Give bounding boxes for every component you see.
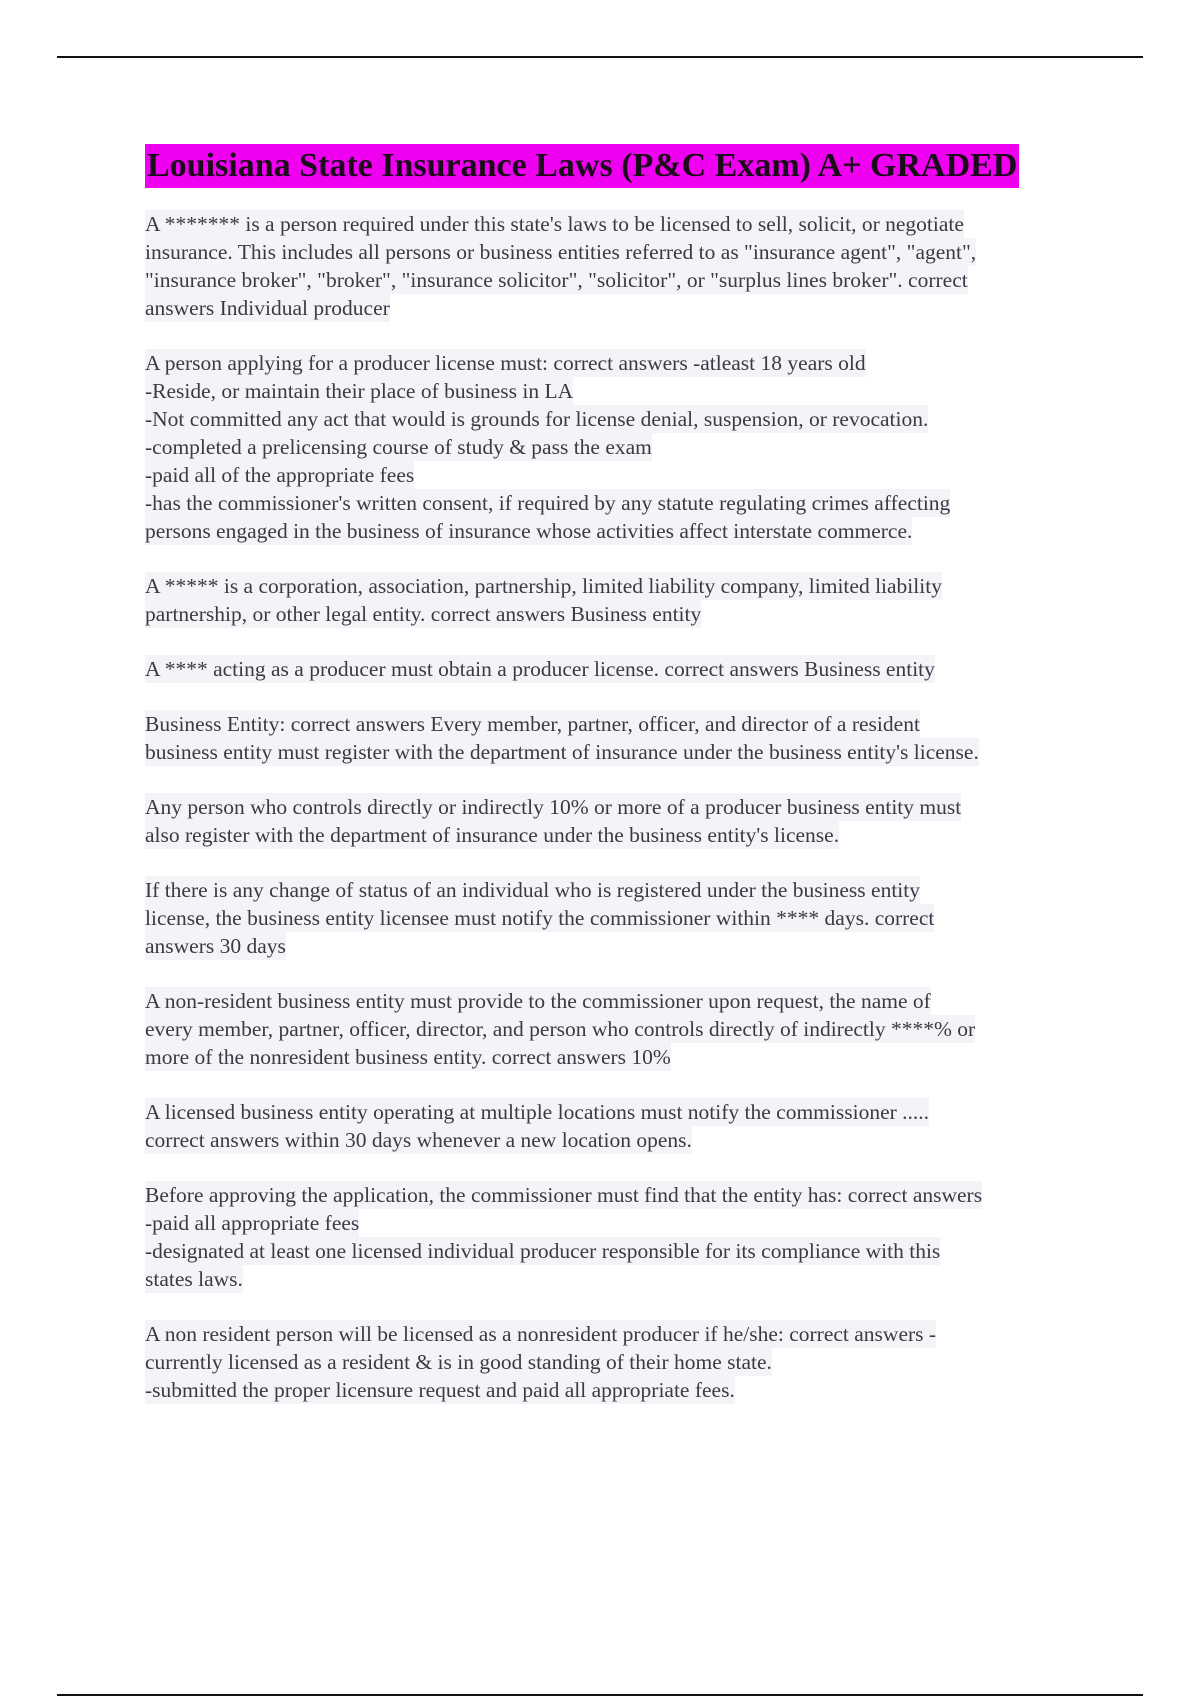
qa-line-wrap xyxy=(145,710,1090,738)
qa-item xyxy=(145,572,1090,628)
qa-line-wrap xyxy=(145,461,1090,489)
qa-line-wrap xyxy=(145,1265,1090,1293)
qa-line: states laws. xyxy=(145,1267,243,1291)
qa-item xyxy=(145,655,1090,683)
qa-line: A **** acting as a producer must obtain a producer license. correct answers Business entity xyxy=(145,657,935,681)
qa-line-wrap xyxy=(145,1098,1090,1126)
qa-line-wrap xyxy=(145,738,1090,766)
qa-line: answers 30 days xyxy=(145,934,286,958)
qa-line: If there is any change of status of an individual who is registered under the business entity xyxy=(145,878,920,902)
qa-line: business entity must register with the department of insurance under the business entity's license. xyxy=(145,740,979,764)
qa-list xyxy=(145,210,1090,1404)
qa-line-wrap xyxy=(145,1209,1090,1237)
qa-line-wrap xyxy=(145,793,1090,821)
qa-line-wrap xyxy=(145,294,1090,322)
qa-line: -completed a prelicensing course of study & pass the exam xyxy=(145,435,652,459)
qa-line: correct answers within 30 days whenever a new location opens. xyxy=(145,1128,692,1152)
qa-line-wrap xyxy=(145,1015,1090,1043)
qa-line-wrap xyxy=(145,932,1090,960)
qa-item xyxy=(145,1320,1090,1404)
qa-line-wrap xyxy=(145,266,1090,294)
footer-rule xyxy=(57,1694,1143,1696)
qa-item xyxy=(145,349,1090,545)
qa-line-wrap xyxy=(145,1181,1090,1209)
qa-line: -paid all of the appropriate fees xyxy=(145,463,415,487)
header-rule xyxy=(57,56,1143,58)
qa-line-wrap xyxy=(145,987,1090,1015)
qa-line-wrap xyxy=(145,489,1090,517)
qa-line-wrap xyxy=(145,1376,1090,1404)
qa-line: every member, partner, officer, director, and person who controls directly of indirectly ****% or xyxy=(145,1017,976,1041)
qa-line-wrap xyxy=(145,517,1090,545)
qa-item xyxy=(145,210,1090,322)
qa-line-wrap xyxy=(145,1348,1090,1376)
qa-line-wrap xyxy=(145,1320,1090,1348)
qa-line-wrap xyxy=(145,1043,1090,1071)
qa-line: license, the business entity licensee must notify the commissioner within **** days. correct xyxy=(145,906,935,930)
qa-line: -designated at least one licensed individual producer responsible for its compliance with this xyxy=(145,1239,941,1263)
qa-line-wrap xyxy=(145,1237,1090,1265)
qa-line: -submitted the proper licensure request and paid all appropriate fees. xyxy=(145,1378,735,1402)
qa-line: -Not committed any act that would is grounds for license denial, suspension, or revocation. xyxy=(145,407,929,431)
qa-line-wrap xyxy=(145,876,1090,904)
qa-item xyxy=(145,987,1090,1071)
qa-line: Business Entity: correct answers Every member, partner, officer, and director of a resident xyxy=(145,712,920,736)
qa-line-wrap xyxy=(145,405,1090,433)
qa-item xyxy=(145,710,1090,766)
qa-line-wrap xyxy=(145,210,1090,238)
qa-line: also register with the department of insurance under the business entity's license. xyxy=(145,823,840,847)
qa-line: A ***** is a corporation, association, partnership, limited liability company, limited liability xyxy=(145,574,942,598)
qa-item xyxy=(145,793,1090,849)
qa-line: currently licensed as a resident & is in good standing of their home state. xyxy=(145,1350,772,1374)
qa-line: more of the nonresident business entity. correct answers 10% xyxy=(145,1045,671,1069)
qa-line-wrap xyxy=(145,377,1090,405)
qa-line: persons engaged in the business of insurance whose activities affect interstate commerce. xyxy=(145,519,913,543)
qa-line: A licensed business entity operating at multiple locations must notify the commissioner ..... xyxy=(145,1100,930,1124)
qa-line-wrap xyxy=(145,655,1090,683)
qa-item xyxy=(145,1181,1090,1293)
qa-line: Before approving the application, the commissioner must find that the entity has: correct answers xyxy=(145,1183,983,1207)
document-body xyxy=(145,144,1090,1431)
qa-line: Any person who controls directly or indirectly 10% or more of a producer business entity must xyxy=(145,795,962,819)
qa-line: answers Individual producer xyxy=(145,296,390,320)
qa-line: "insurance broker", "broker", "insurance solicitor", "solicitor", or "surplus lines broker". correct xyxy=(145,268,968,292)
qa-line: A non-resident business entity must provide to the commissioner upon request, the name of xyxy=(145,989,931,1013)
qa-line: -Reside, or maintain their place of business in LA xyxy=(145,379,574,403)
qa-line-wrap xyxy=(145,904,1090,932)
qa-line: -paid all appropriate fees xyxy=(145,1211,360,1235)
qa-line: insurance. This includes all persons or business entities referred to as "insurance agent", "agent", xyxy=(145,240,977,264)
qa-line-wrap xyxy=(145,600,1090,628)
qa-line: partnership, or other legal entity. correct answers Business entity xyxy=(145,602,702,626)
qa-line-wrap xyxy=(145,821,1090,849)
qa-line-wrap xyxy=(145,1126,1090,1154)
qa-line: A ******* is a person required under this state's laws to be licensed to sell, solicit, or negotiate xyxy=(145,212,964,236)
qa-line-wrap xyxy=(145,433,1090,461)
qa-item xyxy=(145,876,1090,960)
document-title: Louisiana State Insurance Laws (P&C Exam) A+ GRADED xyxy=(145,144,1019,188)
qa-line: -has the commissioner's written consent, if required by any statute regulating crimes affecting xyxy=(145,491,951,515)
qa-line-wrap xyxy=(145,349,1090,377)
qa-item xyxy=(145,1098,1090,1154)
qa-line: A non resident person will be licensed as a nonresident producer if he/she: correct answers - xyxy=(145,1322,937,1346)
qa-line-wrap xyxy=(145,572,1090,600)
qa-line-wrap xyxy=(145,238,1090,266)
qa-line: A person applying for a producer license must: correct answers -atleast 18 years old xyxy=(145,351,866,375)
